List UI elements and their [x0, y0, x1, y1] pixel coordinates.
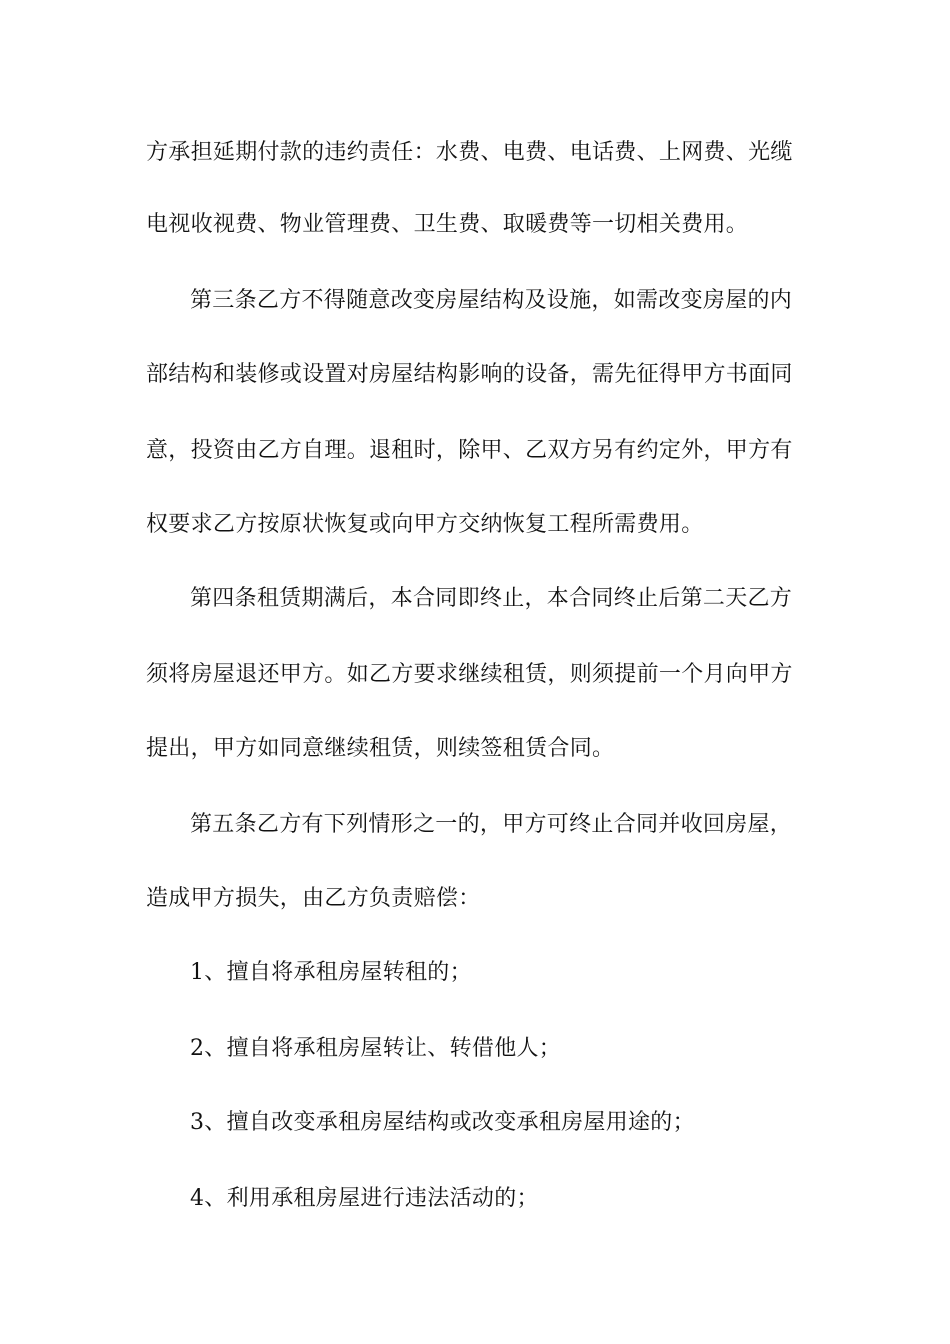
- text-line-6: 权要求乙方按原状恢复或向甲方交纳恢复工程所需费用。: [146, 512, 704, 537]
- list-item-4: 4、利用承租房屋进行违法活动的；: [190, 1186, 539, 1211]
- text-line-8: 须将房屋退还甲方。如乙方要求继续租赁，则须提前一个月向甲方: [146, 662, 793, 687]
- text-line-10: 第五条乙方有下列情形之一的，甲方可终止合同并收回房屋，: [190, 812, 793, 837]
- text-line-2: 电视收视费、物业管理费、卫生费、取暖费等一切相关费用。: [146, 212, 749, 237]
- text-line-3: 第三条乙方不得随意改变房屋结构及设施，如需改变房屋的内: [190, 288, 793, 313]
- list-item-2: 2、擅自将承租房屋转让、转借他人；: [190, 1036, 562, 1061]
- text-line-1: 方承担延期付款的违约责任：水费、电费、电话费、上网费、光缆: [146, 140, 793, 165]
- list-item-1: 1、擅自将承租房屋转租的；: [190, 960, 472, 985]
- text-line-4: 部结构和装修或设置对房屋结构影响的设备，需先征得甲方书面同: [146, 362, 793, 387]
- text-line-5: 意，投资由乙方自理。退租时，除甲、乙双方另有约定外，甲方有: [146, 438, 793, 463]
- text-line-7: 第四条租赁期满后，本合同即终止，本合同终止后第二天乙方: [190, 586, 793, 611]
- text-line-9: 提出，甲方如同意继续租赁，则续签租赁合同。: [146, 736, 615, 761]
- list-item-3: 3、擅自改变承租房屋结构或改变承租房屋用途的；: [190, 1110, 695, 1135]
- text-line-11: 造成甲方损失，由乙方负责赔偿：: [146, 886, 481, 911]
